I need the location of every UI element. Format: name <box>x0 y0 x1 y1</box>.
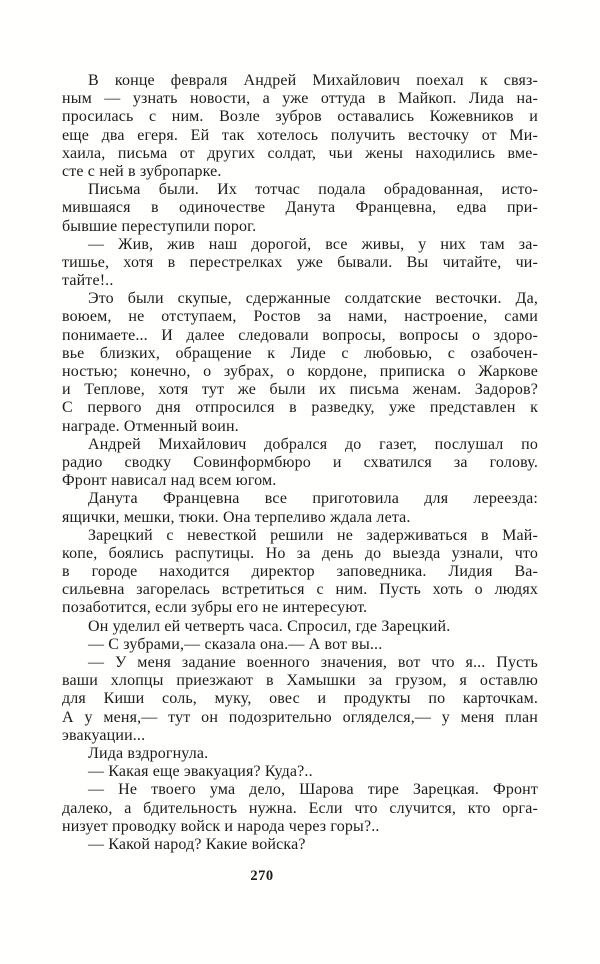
text-line: Письма были. Их тотчас подала обрадованная, исто- <box>88 181 538 199</box>
text-line: копе, боялись распутицы. Но за день до выезда узнали, что <box>62 544 538 562</box>
text-line: Он уделил ей четверть часа. Спросил, где Зарецкий. <box>88 617 451 635</box>
text-line: Это были скупые, сдержанные солдатские весточки. Да, <box>88 290 538 308</box>
text-line: — Какой народ? Какие войска? <box>88 835 306 853</box>
text-line: Фронт нависал над всем югом. <box>62 472 277 490</box>
text-line: Зарецкий с невесткой решили не задерживаться в Май- <box>88 526 538 544</box>
text-line: ностью; конечно, о зубрах, о кордоне, приписка о Жаркове <box>62 363 538 380</box>
text-line: тишье, хотя в перестрелках уже бывали. Вы читайте, чи- <box>62 253 538 271</box>
text-line: вье близких, обращение к Лиде с любовью, с озабочен- <box>62 344 538 362</box>
text-line: для Киши соль, муку, овес и продукты по карточкам. <box>62 690 538 708</box>
text-line: ваши хлопцы приезжают в Хамышки за грузом, я оставлю <box>62 672 538 690</box>
text-line: Андрей Михайлович добрался до газет, послушал по <box>88 435 538 453</box>
text-line: радио сводку Совинформбюро и схватился за голову. <box>62 453 538 471</box>
text-line: — Жив, жив наш дорогой, все живы, у них там за- <box>88 235 538 253</box>
text-line: тайте!.. <box>62 272 114 290</box>
text-line: А у меня,— тут он подозрительно огляделся,— у меня план <box>62 708 538 726</box>
page-number: 270 <box>250 868 274 884</box>
text-line: Данута Францевна все приготовила для лереезда: <box>88 490 538 508</box>
text-line: хаила, письма от других солдат, чьи жены находились вме- <box>62 144 538 162</box>
text-line: С первого дня отпросился в разведку, уже представлен к <box>62 399 538 417</box>
text-line: эвакуации... <box>62 726 146 744</box>
text-line: ным — узнать новости, а уже оттуда в Майкоп. Лида на- <box>62 90 538 108</box>
text-line: — Какая еще эвакуация? Куда?.. <box>88 763 313 781</box>
text-line: воюем, не отступаем, Ростов за нами, настроение, сами <box>62 308 538 326</box>
text-line: — У меня задание военного значения, вот что я... Пусть <box>88 654 538 671</box>
text-line: ящички, мешки, тюки. Она терпеливо ждала лета. <box>62 508 411 526</box>
text-line: сте с ней в зубропарке. <box>62 162 222 180</box>
text-line: далеко, а бдительность нужна. Если что случится, кто орга- <box>62 799 538 817</box>
text-line: Лида вздрогнула. <box>88 744 209 762</box>
text-line: мившаяся в одиночестве Данута Францевна, едва при- <box>62 199 538 217</box>
text-line: бывшие переступили порог. <box>62 217 257 235</box>
text-line: награде. Отменный воин. <box>62 417 239 435</box>
text-line: в городе находится директор заповедника. Лидия Ва- <box>62 563 538 581</box>
text-line: просилась с ним. Возле зубров оставались Кожевников и <box>62 108 538 126</box>
text-line: позаботится, если зубры его не интересуют. <box>62 599 368 617</box>
text-block <box>62 72 538 854</box>
text-line: еще два егеря. Ей так хотелось получить весточку от Ми- <box>62 126 538 144</box>
text-line: В конце февраля Андрей Михайлович поехал к связ- <box>88 72 538 89</box>
text-line: и Теплове, хотя тут же были их письма женам. Задоров? <box>62 381 538 399</box>
text-line: — С зубрами,— сказала она.— А вот вы... <box>88 635 383 653</box>
text-line: низует проводку войск и народа через горы?.. <box>62 817 380 835</box>
text-line: — Не твоего ума дело, Шарова тире Зарецкая. Фронт <box>88 781 538 799</box>
text-line: понимаете... И далее следовали вопросы, вопросы о здоро- <box>62 326 538 344</box>
text-line: сильевна загорелась встретиться с ним. Пусть хоть о людях <box>62 581 538 599</box>
